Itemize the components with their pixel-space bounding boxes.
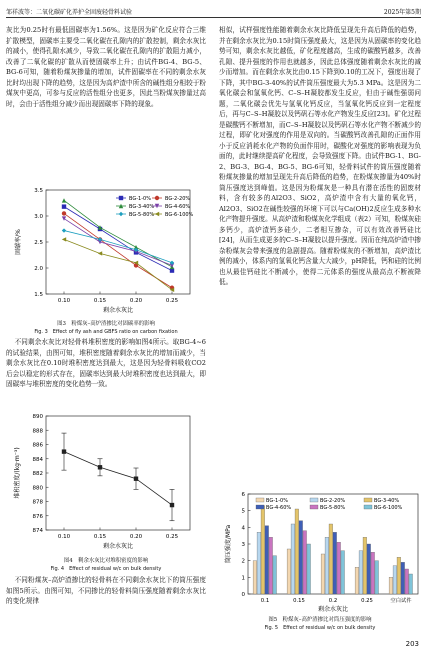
y-tick-label: 880 bbox=[32, 485, 43, 492]
header-right: 2025年第5期 bbox=[383, 8, 421, 16]
paragraph: 不同剩余水灰比对轻骨料堆积密度的影响如图4所示。取BG-4~6的试验结果，由图可知，堆积密度随着剩余水灰比的增加而减少，当剩余水灰比在0.10时堆积密度达到最大，这是因为轻骨料吸收CO2后会以稳定的形式存在，固碳率达到最大时堆积密度也达到最大，即固碳率与堆积密度的变化趋势一致。 bbox=[6, 338, 206, 388]
legend-swatch bbox=[364, 498, 372, 502]
bar bbox=[273, 556, 277, 594]
x-axis-label: 剩余水灰比 bbox=[102, 307, 134, 314]
data-point bbox=[62, 228, 66, 232]
series-line bbox=[64, 452, 172, 505]
x-tick-label: 0.10 bbox=[57, 534, 71, 540]
data-point bbox=[62, 216, 66, 220]
legend-label: BG-3-40% bbox=[374, 498, 400, 504]
figure-3-caption-cn: 图3 粉煤灰–高炉渣掺比对固碳率的影响 bbox=[57, 321, 155, 327]
y-tick-label: 3.5 bbox=[34, 188, 43, 194]
y-axis-label: 固碳率/% bbox=[15, 229, 22, 255]
y-tick-label: 5 bbox=[241, 508, 245, 515]
header-rule bbox=[6, 17, 421, 18]
paragraph: 相似，试样强度性能随着剩余水灰比降低呈现先升高后降低的趋势，并在剩余水灰比为0.15时筒压强度最大，这是因为从固碳率的变化趋势可知，剩余水灰比越低，矿化程度越高，生成的碳酸钙越多，改善孔隙、提升强度的作用也就越多，因此总体强度随着剩余水灰比的减少而增加。而在剩余水灰比由0.15下降到0.10的工况下，强度出现了下降，其中BG-3-40%的试件筒压强度最大为5.3 MPa。这是因为二氧化碳会和氢氧化钙、C–S–H凝胶都发生反应，但由于碱性强弱问题，二氧化碳会优先与氢氧化钙反应，当氢氧化钙反应到一定程度后，再与C–S–H凝胶以及钙矾石等水化产物发生反应[23]。矿化过程是碳酸钙不断增加，而C–S–H凝胶以及钙矾石等水化产物不断减少的过程，即矿化对强度的作用是双向的。当碳酸钙改善孔隙的正面作用小于反应消耗水化产物的负面作用时，碳酸化对强度的影响表现为负面的，此时继续提高矿化程度，会导致强度下降。由试件BG-1、BG-2、BG-3、BG-4、BG-5、BG-6可知，轻骨料试件的筒压强度随着粉煤灰掺量的增加呈现先升高后降低的趋势，在粉煤灰掺量为40%时筒压强度达到峰值。这是因为粉煤灰是一种具有潜在活性的固废材料，含有较多的Al2O3、SiO2，高炉渣中含有大量的氧化钙，Al2O3、SiO2在碱性较强的环境下可以与Ca(OH)2反应生成多种水化产物提升强度。从高炉渣和粉煤灰化学组成（表2）可知，粉煤灰硅多钙少，高炉渣钙多硅少，二者相互掺杂，可以有效改善钙硅比[24]，从而生成更多的C–S–H凝胶以提升强度。因而在纯高炉渣中掺杂粉煤灰会带来强度的急剧提高。随着粉煤灰的不断增加，高炉渣比例的减小，体系内的氢氧化钙含量大大减少，pH降低，钙和硅的比例也从最佳钙硅比不断减小，使得二元体系的强度从最高点不断被降低。 bbox=[219, 26, 422, 286]
figure-3-caption-en: Fig. 3 Effect of fly ash and GBFS ratio on carbon fixation bbox=[34, 329, 178, 335]
y-tick-label: 2 bbox=[241, 558, 245, 565]
legend-swatch bbox=[310, 505, 318, 509]
bar bbox=[325, 537, 329, 594]
left-column-bottom bbox=[6, 575, 206, 607]
page-number: 203 bbox=[405, 640, 419, 648]
legend-marker bbox=[119, 196, 123, 200]
bar bbox=[389, 577, 393, 594]
y-tick-label: 884 bbox=[32, 456, 43, 463]
figure-5-caption-en: Fig. 5 Effect of residual w/c on bulk density bbox=[264, 625, 376, 631]
legend-label: BG-1-0% bbox=[129, 196, 151, 202]
legend-label: BG-4-60% bbox=[165, 204, 191, 210]
data-point bbox=[62, 211, 66, 215]
bar bbox=[405, 569, 409, 594]
y-tick-label: 3.0 bbox=[34, 214, 43, 220]
left-column-top bbox=[6, 25, 206, 109]
right-column bbox=[219, 25, 421, 288]
data-point bbox=[62, 204, 66, 208]
legend-swatch bbox=[256, 505, 264, 509]
bar bbox=[393, 566, 397, 594]
x-tick-label: 0.25 bbox=[165, 534, 179, 540]
y-tick-label: 890 bbox=[32, 414, 43, 420]
x-axis-label: 剩余水灰比 bbox=[317, 606, 349, 613]
legend-marker bbox=[155, 196, 159, 200]
bar bbox=[307, 544, 311, 594]
x-tick-label: 0.25 bbox=[361, 598, 373, 604]
legend-label: BG-2-20% bbox=[165, 196, 191, 202]
x-tick-label: 0.10 bbox=[57, 298, 71, 304]
x-axis-label: 剩余水灰比 bbox=[102, 543, 134, 550]
bar bbox=[299, 521, 303, 594]
x-tick-label: 0.20 bbox=[129, 298, 143, 304]
legend-label: BG-4-60% bbox=[266, 505, 292, 511]
legend-swatch bbox=[310, 498, 318, 502]
x-tick-label: 0.2 bbox=[328, 598, 338, 604]
data-point bbox=[62, 237, 66, 241]
series-line bbox=[64, 213, 172, 287]
x-tick-label: 0.25 bbox=[165, 298, 179, 304]
running-header bbox=[6, 5, 421, 17]
bar bbox=[295, 509, 299, 594]
bar bbox=[329, 524, 333, 594]
figure-4-caption bbox=[6, 557, 206, 573]
x-tick-label: 0.15 bbox=[93, 534, 107, 540]
series-line bbox=[64, 207, 172, 271]
figure-4-line-chart bbox=[8, 410, 206, 556]
data-point bbox=[98, 251, 102, 255]
figure-5-caption-cn: 图5 粉煤灰–高炉渣掺比对筒压强度的影响 bbox=[268, 617, 372, 623]
y-tick-label: 888 bbox=[32, 428, 43, 435]
bar bbox=[261, 506, 265, 594]
y-tick-label: 2.5 bbox=[34, 240, 43, 246]
y-tick-label: 1 bbox=[241, 575, 245, 582]
bar bbox=[253, 561, 257, 594]
x-tick-label: 0.20 bbox=[129, 534, 143, 540]
bar bbox=[269, 537, 273, 594]
y-tick-label: 3 bbox=[241, 542, 245, 548]
bar bbox=[333, 532, 337, 594]
legend-label: BG-1-0% bbox=[266, 498, 288, 504]
data-point bbox=[62, 198, 66, 202]
bar bbox=[287, 549, 291, 594]
bar bbox=[257, 532, 261, 594]
paragraph: 灰比为0.25时有最低固碳率为1.56%。这是因为矿化反应符合三维扩散模型，固碳率主要受二氧化碳在孔隙内的扩散控制，剩余水灰比的减小，使得孔隙水减少，导致二氧化碳在孔隙内的扩散阻力减小，改善了二氧化碳的扩散从而使固碳率上升；由试件BG-4、BG-5、BG-6可知，随着粉煤灰掺量的增加，试件固碳率在不同的剩余水灰比时均出现下降的趋势，这是因为高炉渣中所含的碱性组分相较于粉煤灰中更高，可参与反应的活性组分也更多，因此当粉煤灰掺量过高时，会由于活性组分减少而出现固碳率下降的现象。 bbox=[6, 26, 206, 108]
bar bbox=[397, 557, 401, 594]
y-tick-label: 874 bbox=[32, 528, 43, 534]
x-tick-label: 0.15 bbox=[93, 298, 107, 304]
y-tick-label: 6 bbox=[241, 492, 245, 498]
legend-label: BG-2-20% bbox=[320, 498, 346, 504]
header-left: 邹祥波等：二氧化碳矿化养护全固废轻骨料试验 bbox=[6, 8, 133, 16]
legend-marker bbox=[119, 212, 123, 216]
figure-3-line-chart bbox=[8, 182, 206, 318]
bar bbox=[321, 554, 325, 594]
data-point bbox=[98, 465, 102, 469]
y-axis-label: 堆积密度/(kg·m⁻³) bbox=[14, 447, 21, 499]
legend-label: BG-5-80% bbox=[129, 212, 155, 218]
y-tick-label: 882 bbox=[32, 471, 43, 477]
x-tick-label: 空白试件 bbox=[390, 598, 412, 604]
bar bbox=[375, 561, 379, 594]
legend-marker bbox=[155, 212, 159, 216]
legend-label: BG-5-80% bbox=[320, 505, 346, 511]
y-axis-label: 筒压强度/MPa bbox=[225, 524, 232, 564]
left-column-middle bbox=[6, 337, 206, 390]
figure-5-bar-chart bbox=[222, 488, 422, 616]
figure-3-caption bbox=[6, 320, 206, 336]
y-tick-label: 0 bbox=[241, 592, 245, 598]
figure-4-caption-cn: 图4 剩余水灰比对堆积密度的影响 bbox=[63, 558, 149, 564]
y-tick-label: 2.0 bbox=[34, 266, 43, 272]
paragraph: 不同粉煤灰–高炉渣掺比的轻骨料在不同剩余水灰比下的筒压强度如图5所示。由图可知，不同掺比的轻骨料筒压强度随着剩余水灰比的变化规律 bbox=[6, 576, 206, 605]
figure-5-caption bbox=[219, 616, 421, 632]
legend-label: BG-3-40% bbox=[129, 204, 155, 210]
bar bbox=[371, 552, 375, 594]
figure-4-caption-en: Fig. 4 Effect of residual w/c on bulk density bbox=[50, 566, 162, 572]
bar bbox=[401, 562, 405, 594]
bar bbox=[291, 524, 295, 594]
bar bbox=[265, 526, 269, 594]
bar bbox=[363, 537, 367, 594]
legend-swatch bbox=[256, 498, 264, 502]
y-tick-label: 876 bbox=[32, 513, 43, 520]
y-tick-label: 4 bbox=[241, 525, 245, 532]
legend-swatch bbox=[364, 505, 372, 509]
bar bbox=[355, 567, 359, 594]
legend-label: BG-6-100% bbox=[374, 505, 403, 511]
bar bbox=[409, 574, 413, 594]
legend-label: BG-6-100% bbox=[165, 212, 194, 218]
bar bbox=[303, 531, 307, 594]
data-point bbox=[62, 449, 66, 453]
bar bbox=[337, 542, 341, 594]
bar bbox=[341, 551, 345, 594]
bar bbox=[359, 551, 363, 594]
y-tick-label: 878 bbox=[32, 499, 43, 506]
y-tick-label: 886 bbox=[32, 442, 43, 449]
bar bbox=[367, 544, 371, 594]
x-tick-label: 0.15 bbox=[293, 598, 305, 604]
data-point bbox=[170, 503, 174, 507]
x-tick-label: 0.1 bbox=[260, 598, 270, 604]
y-tick-label: 1.5 bbox=[34, 292, 43, 298]
data-point bbox=[134, 477, 138, 481]
